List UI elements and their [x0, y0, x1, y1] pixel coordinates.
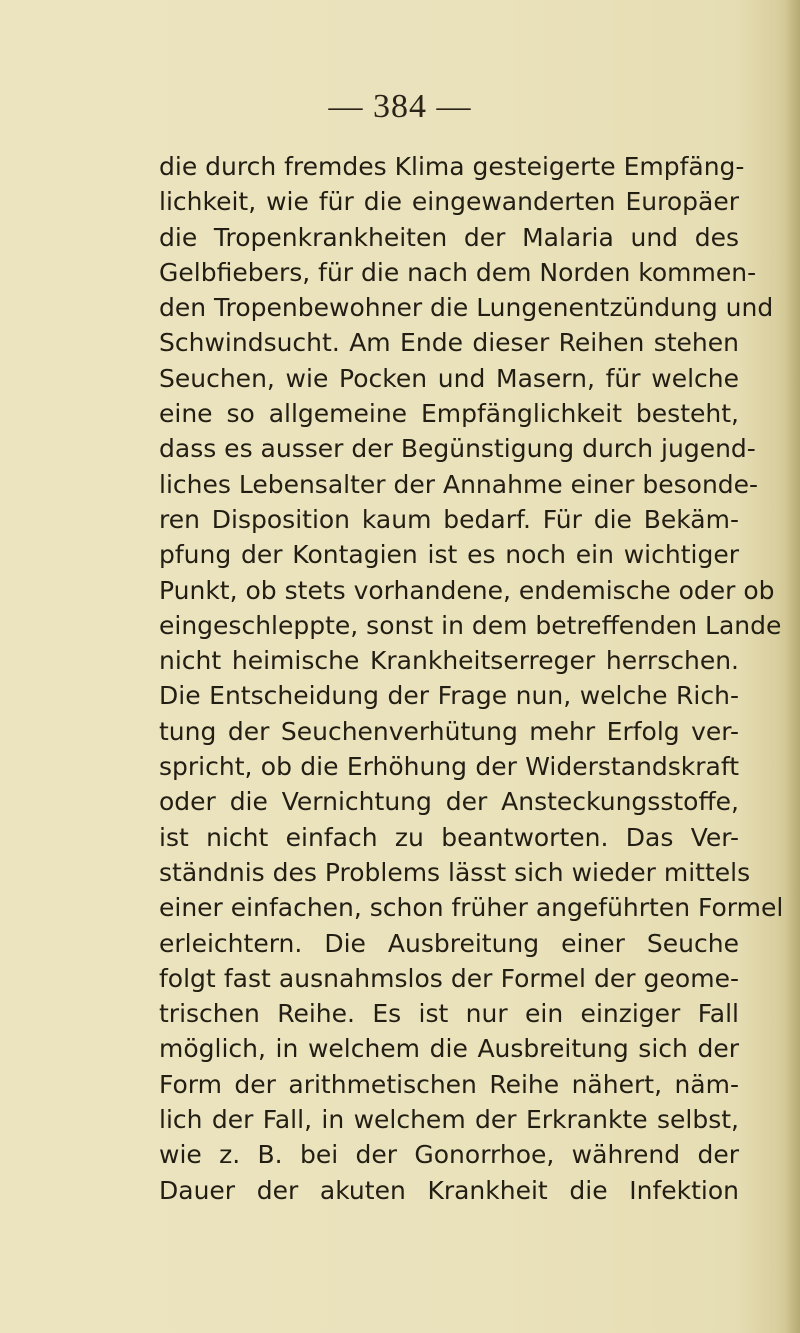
text-line: die durch fremdes Klima gesteigerte Empfäng-	[159, 152, 745, 181]
text-line: Dauer der akuten Krankheit die Infektion	[159, 1175, 739, 1205]
text-line: eingeschleppte, sonst in dem betreffenden Lande	[159, 610, 782, 640]
text-line: Punkt, ob stets vorhandene, endemische oder ob	[159, 575, 775, 605]
text-line: Form der arithmetischen Reihe nähert, näm-	[159, 1069, 739, 1099]
page-number: — 384 —	[328, 88, 472, 125]
text-line: Seuchen, wie Pocken und Masern, für welche	[159, 363, 739, 393]
text-line: ist nicht einfach zu beantworten. Das Ver-	[159, 822, 739, 852]
text-line: liches Lebensalter der Annahme einer besonde-	[159, 469, 759, 499]
text-line: lichkeit, wie für die eingewanderten Europäer	[159, 187, 739, 217]
text-line: einer einfachen, schon früher angeführten Formel	[159, 893, 784, 923]
text-line: lich der Fall, in welchem der Erkrankte selbst,	[159, 1105, 739, 1135]
page-edge-shadow	[786, 0, 800, 1333]
text-line: dass es ausser der Begünstigung durch jugend-	[159, 434, 756, 464]
text-line: erleichtern. Die Ausbreitung einer Seuche	[159, 928, 739, 958]
text-line: Gelbfiebers, für die nach dem Norden kommen-	[159, 257, 757, 287]
text-line: eine so allgemeine Empfänglichkeit besteht,	[159, 399, 739, 429]
text-line: folgt fast ausnahmslos der Formel der geome-	[159, 963, 739, 993]
text-line: pfung der Kontagien ist es noch ein wichtiger	[159, 540, 739, 570]
text-line: Schwindsucht. Am Ende dieser Reihen stehen	[159, 328, 739, 358]
text-line: ren Disposition kaum bedarf. Für die Bekäm-	[159, 504, 739, 534]
body-text	[159, 149, 784, 1208]
text-line: oder die Vernichtung der Ansteckungsstoffe,	[159, 787, 739, 817]
text-line: die Tropenkrankheiten der Malaria und des	[159, 222, 739, 252]
text-line: ständnis des Problems lässt sich wieder mittels	[159, 857, 751, 887]
text-line: spricht, ob die Erhöhung der Widerstandskraft	[159, 752, 739, 782]
text-line: wie z. B. bei der Gonorrhoe, während der	[159, 1140, 739, 1170]
text-line: möglich, in welchem die Ausbreitung sich der	[159, 1034, 739, 1064]
text-line: den Tropenbewohner die Lungenentzündung und	[159, 293, 774, 323]
text-line: trischen Reihe. Es ist nur ein einziger Fall	[159, 999, 739, 1029]
text-line: nicht heimische Krankheitserreger herrschen.	[159, 646, 739, 676]
text-line: tung der Seuchenverhütung mehr Erfolg ver-	[159, 716, 739, 746]
text-line: Die Entscheidung der Frage nun, welche Rich-	[159, 681, 739, 711]
